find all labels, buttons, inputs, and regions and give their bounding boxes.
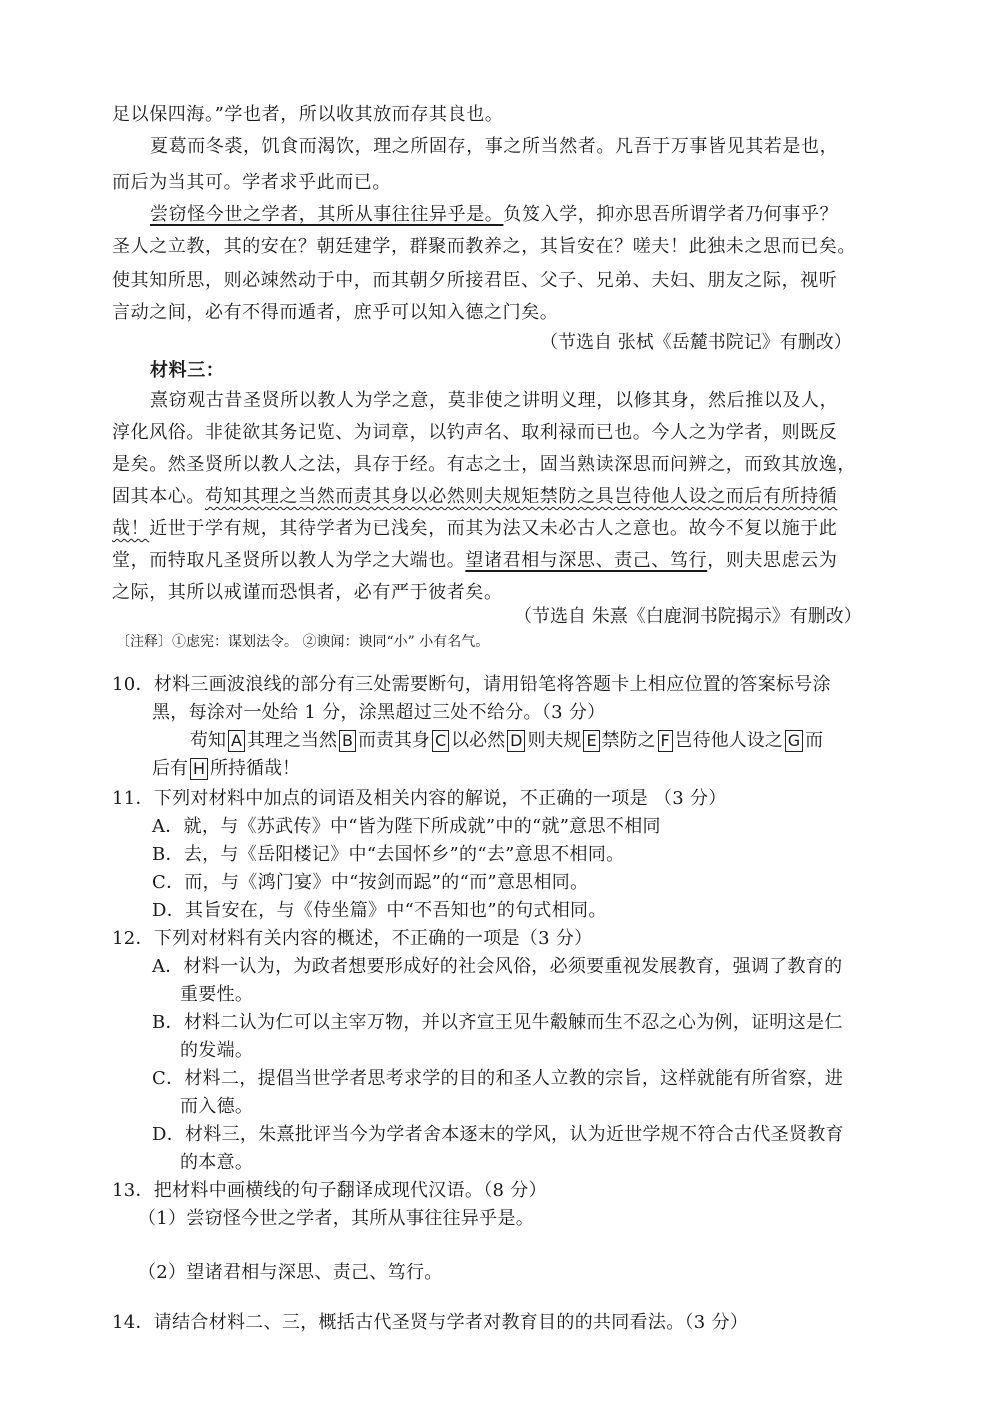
wavy-sentence-part2: 哉！: [112, 518, 150, 539]
passage3-line6: [112, 548, 837, 574]
q10-box-b[interactable]: B: [339, 730, 356, 752]
q12-option-a[interactable]: A．材料一认为，为政者想要形成好的社会风俗，必须要重视发展教育，强调了教育的: [152, 956, 843, 977]
q10-segment: 岂待他人设之: [674, 730, 783, 751]
q14-stem: 14．请结合材料二、三，概括古代圣贤与学者对教育目的的共同看法。（3 分）: [112, 1312, 749, 1333]
q10-box-e[interactable]: E: [583, 730, 599, 752]
passage3-line3: 是矣。然圣贤所以教人之法，具存于经。有志之士，固当熟读深思而问辨之，而致其放逸，: [112, 454, 856, 475]
passage2-source: （节选自 张栻《岳麓书院记》有删改）: [540, 332, 852, 353]
q10-segment: 以必然: [451, 730, 506, 751]
passage3-line1: 熹窃观古昔圣贤所以教人为学之意，莫非使之讲明义理，以修其身，然后推以及人，: [150, 390, 839, 411]
q11-option-b[interactable]: B．去，与《岳阳楼记》中“去国怀乡”的“去”意思不相同。: [152, 844, 625, 865]
passage3-note: 〔注释〕①虑宪：谋划法令。 ②谀闻：谀同“小” 小有名气。: [116, 634, 490, 650]
q10-segment: 后有: [152, 758, 188, 779]
q13-stem: 13．把材料中画横线的句子翻译成现代汉语。（8 分）: [112, 1180, 547, 1201]
passage3-line4: [112, 484, 837, 510]
q10-box-c[interactable]: C: [432, 730, 449, 752]
passage3-line7: 之际，其所以戒谨而恐惧者，必有严于彼者矣。: [112, 582, 503, 603]
passage3-line2: 淳化风俗。非徒欲其务记览、为词章，以钓声名、取利禄而已也。今人之为学者，则既反: [112, 422, 838, 443]
q10-stem: 10．材料三画波浪线的部分有三处需要断句，请用铅笔将答题卡上相应位置的答案标号涂: [112, 674, 831, 695]
underlined-sentence-2: 望诸君相与深思、责己、笃行: [465, 550, 708, 571]
passage2-line2: 夏葛而冬裘，饥食而渴饮，理之所固存，事之所当然者。凡吾于万事皆见其若是也，: [150, 136, 839, 157]
q10-box-d[interactable]: D: [507, 730, 525, 752]
q11-option-c[interactable]: C．而，与《鸿门宴》中“按剑而跽”的“而”意思相同。: [152, 872, 589, 893]
q13-sentence-1: （1）尝窃怪今世之学者，其所从事往往异乎是。: [138, 1208, 535, 1229]
passage2-line6: 使其知所思，则必竦然动于中，而其朝夕所接君臣、父子、兄弟、夫妇、朋友之际，视听: [112, 270, 838, 291]
passage2-line3: 而后为当其可。学者求乎此而已。: [112, 172, 391, 193]
q10-segment: 则夫规: [527, 730, 582, 751]
wavy-sentence-part1: 苟知其理之当然而责其身以必然则夫规矩禁防之具岂待他人设之而后有所持循: [205, 486, 838, 507]
passage3-heading: 材料三：: [150, 360, 225, 381]
q12-option-a-cont: 重要性。: [180, 984, 254, 1005]
q13-sentence-2: （2）望诸君相与深思、责己、笃行。: [138, 1262, 443, 1283]
passage3-line6-end: ，则夫思虑云为: [707, 550, 838, 571]
q12-option-d-middle: 学者舍本逐末的学风: [386, 1124, 552, 1145]
q10-box-f[interactable]: F: [658, 730, 673, 752]
q10-box-h[interactable]: H: [190, 758, 208, 780]
q12-option-c[interactable]: C．材料二，提倡当世学者思考求学的目的和圣人立教的宗旨，这样就能有所省察，进: [152, 1068, 844, 1089]
q12-option-d-start: D．材料三，朱熹批评当今为: [152, 1124, 387, 1145]
q10-stem-line2: 黑，每涂对一处给 1 分，涂黑超过三处不给分。（3 分）: [152, 702, 606, 723]
q11-option-d[interactable]: D．其旨安在，与《侍坐篇》中“不吾知也”的句式相同。: [152, 900, 607, 921]
passage2-line1: 足以保四海。”学也者，所以收其放而存其良也。: [112, 104, 504, 125]
q10-segment: 所持循哉！: [210, 758, 301, 779]
underlined-sentence-1: 尝窃怪今世之学者，其所从事往往异乎是。: [150, 204, 504, 225]
q10-segment: 而责其身: [357, 730, 430, 751]
q12-option-b-cont: 的发端。: [180, 1040, 254, 1061]
q10-segment: 苟知: [190, 730, 226, 751]
passage3-source: （节选自 朱熹《白鹿洞书院揭示》有删改）: [514, 606, 862, 627]
q10-sentence-boxes: [190, 728, 823, 754]
q12-option-b[interactable]: B．材料二认为仁可以主宰万物，并以齐宣王见牛觳觫而生不忍之心为例，证明这是仁: [152, 1012, 843, 1033]
q12-option-d[interactable]: [152, 1122, 844, 1148]
passage2-line5: 圣人之立教，其的安在？朝廷建学，群聚而教养之，其旨安在？嗟夫！此独未之思而已矣。: [112, 236, 856, 257]
q12-option-c-cont: 而入德。: [180, 1096, 254, 1117]
q11-stem: 11．下列对材料中加点的词语及相关内容的解说，不正确的一项是 （3 分）: [112, 788, 727, 809]
passage3-line5-rest: 近世于学有规，其待学者为已浅矣，而其为法又未必古人之意也。故今不复以施于此: [149, 518, 838, 539]
q10-segment: 其理之当然: [246, 730, 337, 751]
passage3-line4-start: 固其本心。: [112, 486, 205, 507]
q10-sentence-line2: [152, 756, 300, 782]
q11-option-a[interactable]: A．就，与《苏武传》中“皆为陛下所成就”中的“就”意思不相同: [152, 816, 661, 837]
passage2-line4-rest: 负笈入学，抑亦思吾所谓学者乃何事乎？: [503, 204, 839, 225]
passage2-line7: 言动之间，必有不得而遁者，庶乎可以知入德之门矣。: [112, 302, 559, 323]
q10-box-a[interactable]: A: [228, 730, 245, 752]
q12-stem: 12．下列对材料有关内容的概述，不正确的一项是（3 分）: [112, 928, 593, 949]
passage2-line4: [150, 202, 838, 228]
q12-option-d-end: ，认为近世学规不符合古代圣贤教育: [551, 1124, 844, 1145]
q10-segment: 而: [805, 730, 824, 751]
q10-box-g[interactable]: G: [785, 730, 803, 752]
passage3-line6-start: 堂，而特取凡圣贤所以教人为学之大端也。: [112, 550, 466, 571]
passage3-line5: [112, 516, 837, 542]
q12-option-d-cont: 的本意。: [180, 1152, 254, 1173]
q10-segment: 禁防之: [601, 730, 656, 751]
